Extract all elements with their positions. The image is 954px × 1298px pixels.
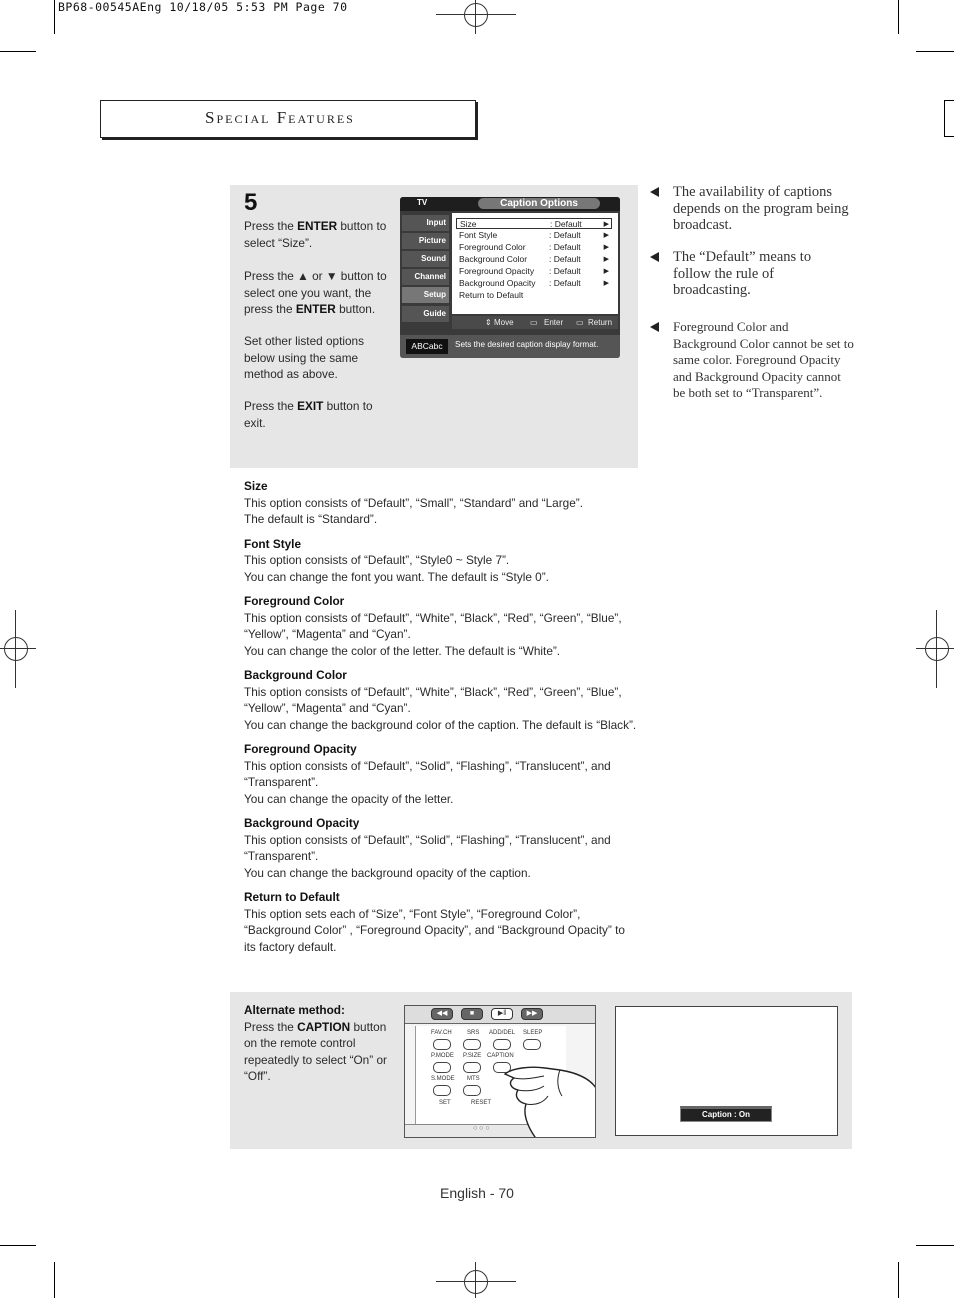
remote-label-smode: S.MODE [431,1076,455,1082]
fast-forward-icon[interactable]: ▶▶ [521,1008,543,1020]
arrow-right-icon: ▶ [603,256,609,263]
stop-icon[interactable]: ■ [461,1008,483,1020]
remote-label-pmode: P.MODE [431,1053,454,1059]
caption-osd: Caption : On [680,1106,772,1122]
tv-side-item-picture[interactable]: Picture [402,233,449,249]
remote-label-srs: SRS [467,1030,480,1036]
rewind-icon[interactable]: ◀◀ [431,1008,453,1020]
def-title-foreground-opacity: Foreground Opacity [244,742,357,756]
step-instruction-3: Set other listed options below using the same method as above. [244,334,365,381]
def-body-background-opacity: This option consists of “Default”, “Solid”, “Flashing”, “Translucent”, and “Transparent”. You can change the background opacity of the caption. [244,832,611,880]
return-icon: ▭ [576,318,584,327]
def-title-font-style: Font Style [244,536,302,551]
section-title [100,100,476,138]
def-title-size: Size [244,479,268,493]
def-title-foreground-color: Foreground Color [244,594,345,608]
footer-enter: Enter [544,318,564,327]
play-pause-icon[interactable]: ▶‖ [491,1008,513,1020]
print-slug: BP68-00545AEng 10/18/05 5:53 PM Page 70 [58,0,348,14]
tv-menu-title: Caption Options [478,198,600,209]
def-body-font-style: This option consists of “Default”, “Style0 ~ Style 7”. You can change the font you want. The default is “Style 0”. [244,553,549,584]
caption-screen [615,1006,838,1136]
def-title-return-to-default: Return to Default [244,890,340,904]
remote-label-reset: RESET [471,1100,492,1106]
remote-label-set: SET [439,1100,451,1106]
definitions [244,478,639,963]
tv-sample-bar [400,335,620,358]
alternate-panel [230,992,852,1149]
def-body-return-to-default: This option sets each of “Size”, “Font Style”, “Foreground Color”, “Background Color” , “Foreground Opacity”, and “Background Opacity” to its factory default. [244,906,625,954]
section-title-text: Special Features [205,108,355,127]
caption-sample-desc: Sets the desired caption display format. [455,340,599,349]
tv-side-item-channel[interactable]: Channel [402,269,449,285]
triangle-bullet-icon [650,252,659,262]
tv-footer-bar [452,316,618,329]
tv-option-foreground-opacity[interactable]: Foreground Opacity : Default ▶ [459,266,609,276]
step-instruction-2: Press the ▲ or ▼ button to select one you want, the press the ENTER button. [244,269,387,316]
move-icon: ⇕ [485,318,492,327]
tv-option-font-style[interactable]: Font Style : Default ▶ [459,230,609,240]
enter-icon: ▭ [530,318,538,327]
mts-button[interactable] [463,1085,481,1096]
arrow-right-icon: ▶ [603,221,609,228]
step-instruction-4: Press the EXIT button to exit. [244,399,373,430]
note-3: Foreground Color and Background Color cannot be set to same color. Foreground Opacity and Background Opacity cannot be both set to “Transparent”. [650,319,855,402]
footer-return: Return [588,318,613,327]
tv-side-item-input[interactable]: Input [402,215,449,231]
arrow-right-icon: ▶ [603,268,609,275]
tv-side-item-guide[interactable]: Guide [402,306,449,322]
tv-option-return-to-default[interactable]: Return to Default [459,290,524,300]
def-body-background-color: This option consists of “Default”, “White”, “Black”, “Red”, “Green”, “Blue”, “Yellow”, “Magenta” and “Cyan”. You can change the background color of the caption. The default is “Black”. [244,684,637,732]
s-mode-button[interactable] [433,1085,451,1096]
tv-side-item-sound[interactable]: Sound [402,251,449,267]
triangle-bullet-icon [650,322,659,332]
tv-options-panel [452,213,618,314]
step-instruction-1: Press the ENTER button to select “Size”. [244,219,387,250]
note-2: The “Default” means to follow the rule of broadcasting. [650,249,855,299]
remote-label-mts: MTS [467,1076,480,1082]
def-body-foreground-color: This option consists of “Default”, “White”, “Black”, “Red”, “Green”, “Blue”, “Yellow”, “Magenta” and “Cyan”. You can change the color of the letter. The default is “White”. [244,610,622,658]
def-body-foreground-opacity: This option consists of “Default”, “Solid”, “Flashing”, “Translucent”, and “Transparent”. You can change the opacity of the letter. [244,758,611,806]
def-body-size: This option consists of “Default”, “Small”, “Standard” and “Large”. The default is “Standard”. [244,495,583,526]
tv-option-size[interactable]: Size : Default ▶ [456,218,612,229]
tv-option-background-opacity[interactable]: Background Opacity : Default ▶ [459,278,609,288]
remote-label-caption: CAPTION [487,1053,514,1059]
tv-label: TV [417,198,428,207]
srs-button[interactable] [463,1039,481,1050]
def-title-background-color: Background Color [244,668,347,682]
step-number: 5 [244,189,258,216]
tv-option-foreground-color[interactable]: Foreground Color : Default ▶ [459,242,609,252]
arrow-right-icon: ▶ [603,232,609,239]
p-size-button[interactable] [463,1062,481,1073]
step-panel [230,185,638,468]
fav-ch-button[interactable] [433,1039,451,1050]
p-mode-button[interactable] [433,1062,451,1073]
def-title-background-opacity: Background Opacity [244,816,360,830]
remote-label-favch: FAV.CH [431,1030,452,1036]
tv-option-background-color[interactable]: Background Color : Default ▶ [459,254,609,264]
note-1: The availability of captions depends on the program being broadcast. [650,184,855,234]
remote-label-sleep: SLEEP [523,1030,543,1036]
tv-side-item-setup[interactable]: Setup [402,287,449,303]
page-footer: English - 70 [440,1185,514,1201]
dots-icon: ○ ○ ○ [473,1125,490,1132]
remote-label-psize: P.SIZE [463,1053,482,1059]
triangle-bullet-icon [650,187,659,197]
arrow-right-icon: ▶ [603,280,609,287]
pointing-hand-icon [500,1046,596,1138]
arrow-right-icon: ▶ [603,244,609,251]
remote-label-adddel: ADD/DEL [489,1030,516,1036]
caption-sample: ABCabc [406,339,448,354]
alternate-method-text: Alternate method: Press the CAPTION button on the remote control repeatedly to select “On” or “Off”. [244,1003,387,1083]
remote-illustration [404,1005,596,1138]
tv-caption-menu [400,197,620,358]
footer-move: Move [494,318,514,327]
